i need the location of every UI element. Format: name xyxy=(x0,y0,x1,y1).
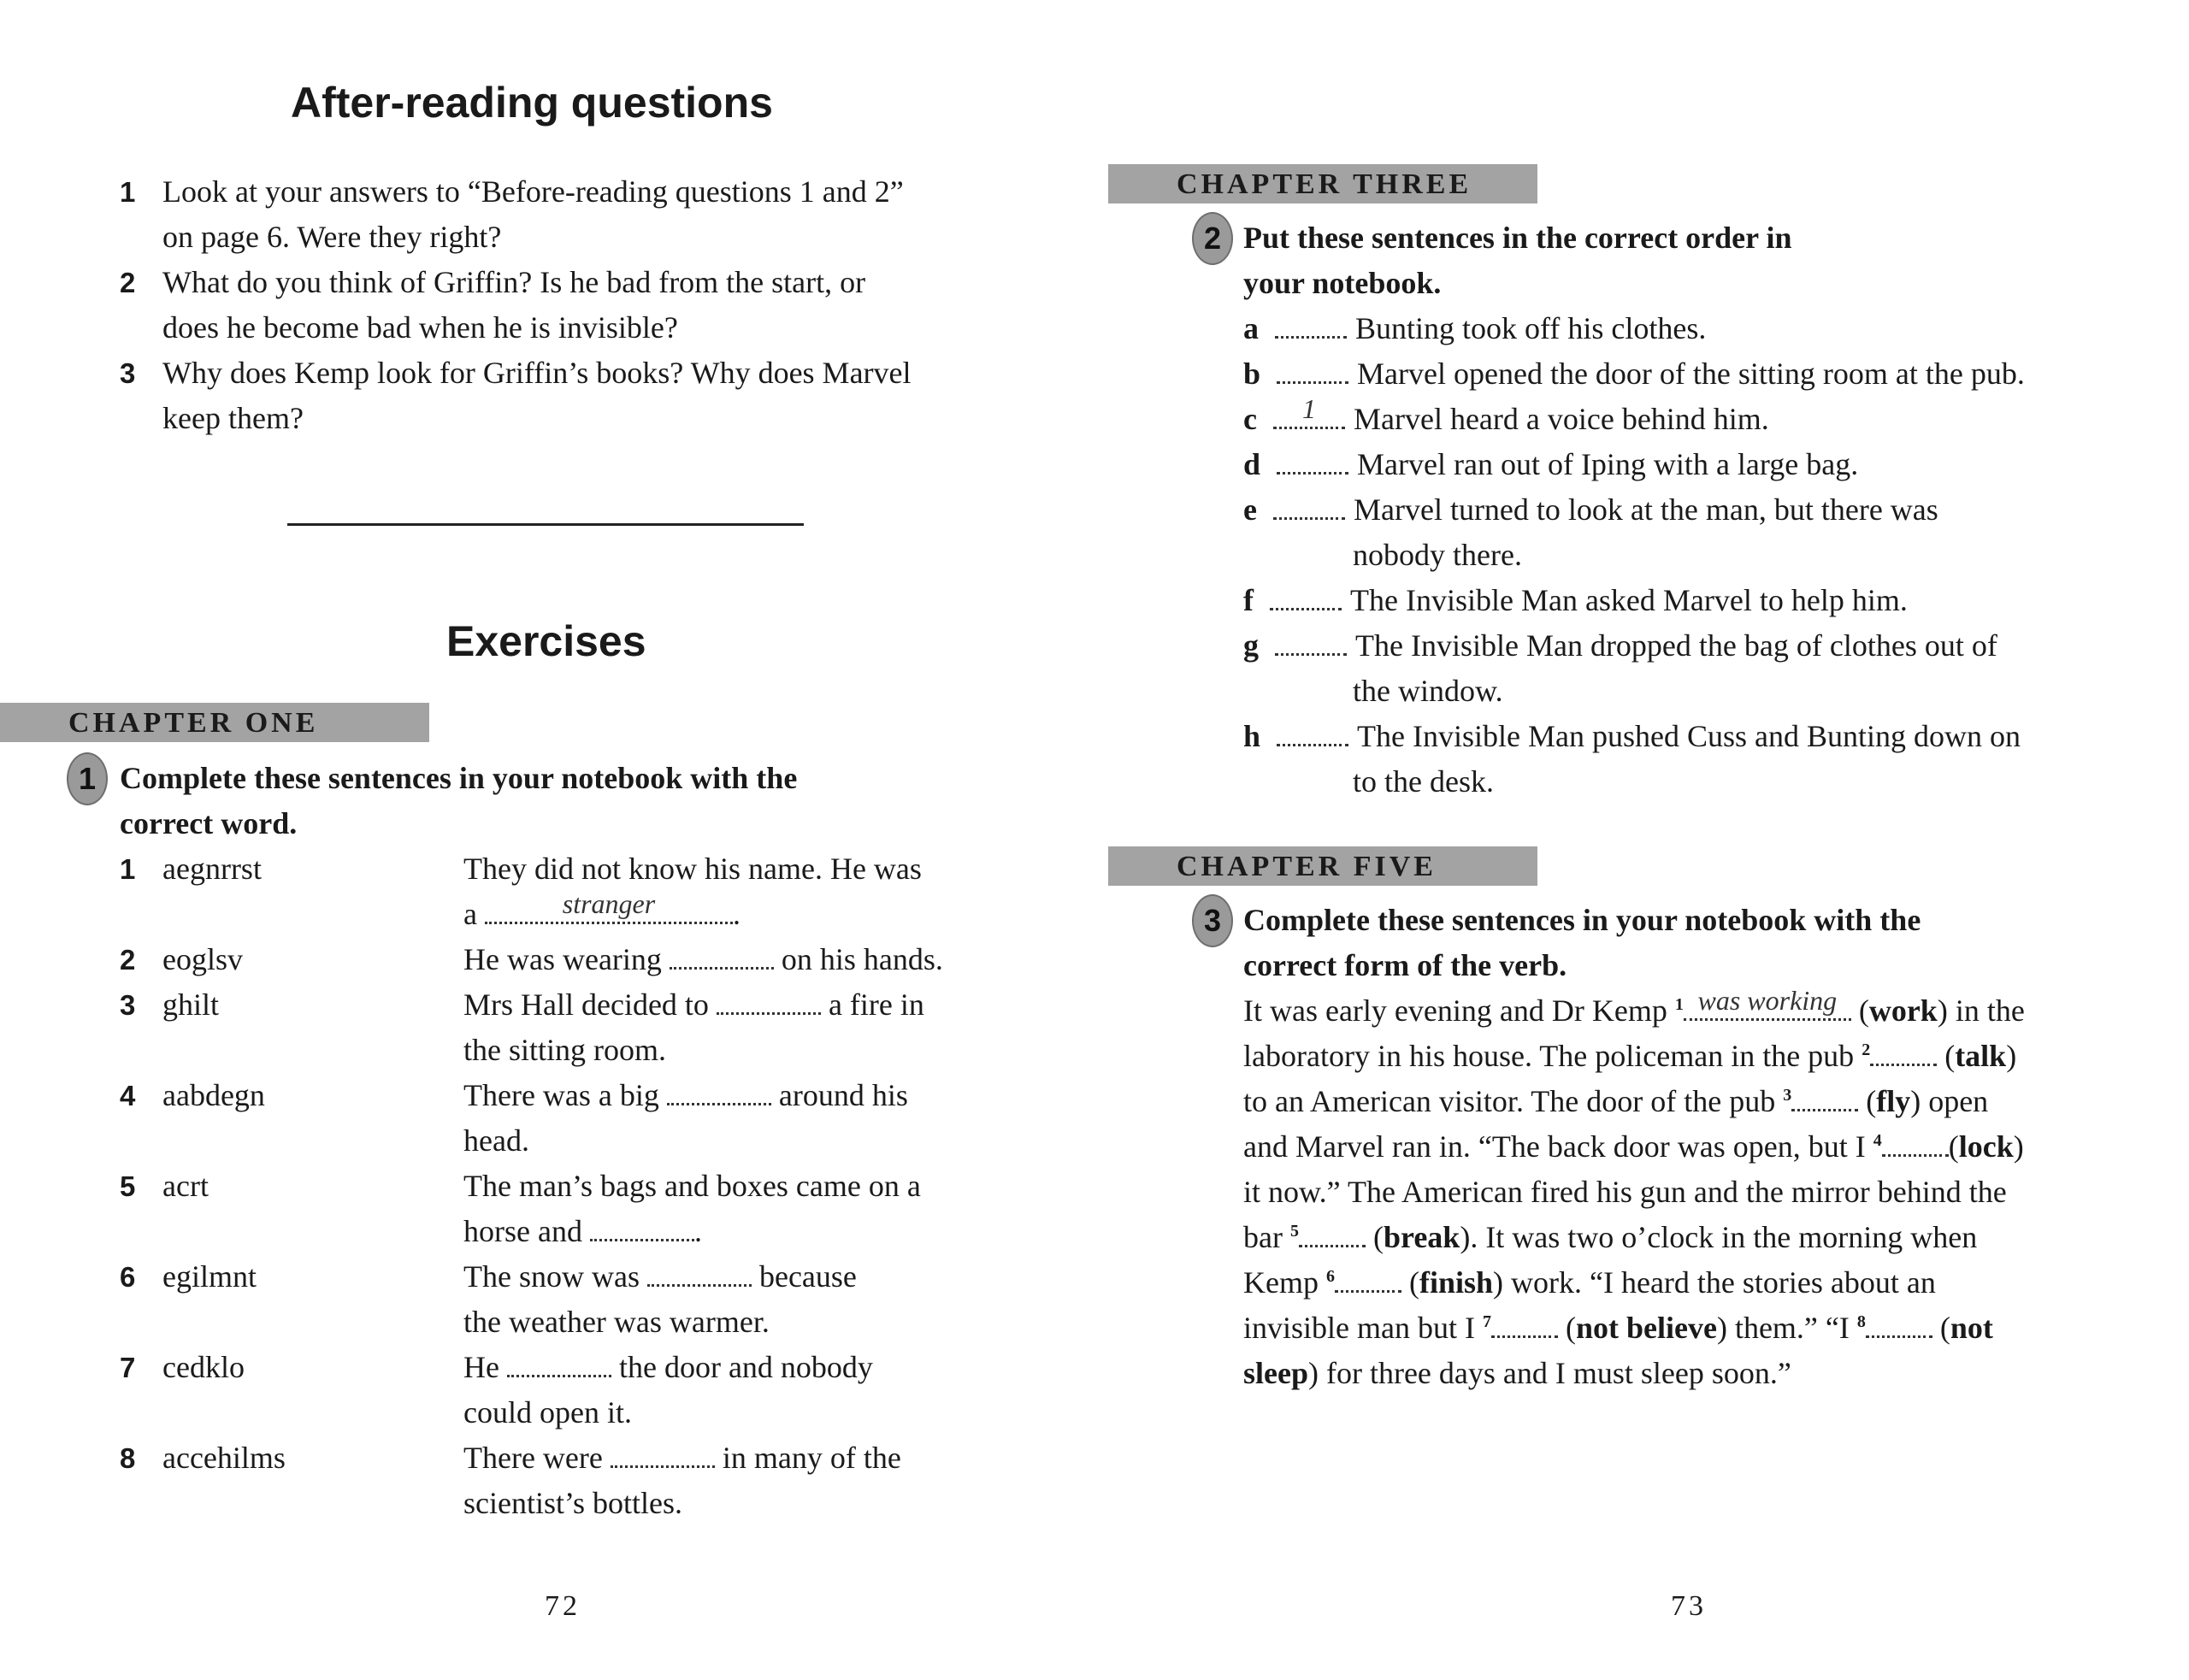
order-item: c 1 Marvel heard a voice behind him. xyxy=(1243,397,1769,442)
item-number: 3 xyxy=(120,989,136,1021)
order-item: e Marvel turned to look at the man, but there was xyxy=(1243,492,1938,527)
answer-blank xyxy=(1273,492,1345,520)
answer-blank xyxy=(1277,356,1348,384)
exercise-number-badge: 1 xyxy=(67,752,108,805)
item-number: 7 xyxy=(120,1352,136,1383)
answer-blank xyxy=(670,941,774,970)
answer-blank xyxy=(1866,1310,1932,1338)
answer-blank xyxy=(590,1213,694,1241)
item-sentence: The man’s bags and boxes came on a horse and . xyxy=(463,1169,921,1248)
answer-blank xyxy=(647,1259,752,1287)
item-number: 1 xyxy=(120,853,136,885)
cloze-paragraph: It was early evening and Dr Kemp $^1$ was working (work) in the laboratory in his house. The policeman in the pub $^2$ (talk) to an American visitor. The door of the pub $^3$ (fly) open and Marvel ran in. “The back door was open, but I $^4$ (lock) it now.” The American fired his gun and the mirror behind the bar $^5$ (break). It was two o’clock in the morning when Kemp $^6$ (finish) work. “I heard the stories about an invisible man but I $^7$ (not believe) them.” “I $^8$ (not sleep) for three days and I must sleep soon.” xyxy=(1243,988,2025,1396)
order-item-continuation: nobody there. xyxy=(1353,538,1522,572)
item-sentence: They did not know his name. He was a stranger . xyxy=(463,852,922,931)
order-item-continuation: the window. xyxy=(1353,674,1503,708)
anagram: aabdegn xyxy=(162,1078,265,1112)
answer-blank xyxy=(611,1440,715,1468)
anagram: accehilms xyxy=(162,1441,286,1475)
filled-answer: stranger xyxy=(562,888,656,919)
page-number: 72 xyxy=(545,1590,581,1622)
answer-blank xyxy=(1491,1310,1558,1338)
anagram: egilmnt xyxy=(162,1259,257,1294)
answer-blank xyxy=(1275,310,1347,339)
item-number: 6 xyxy=(120,1261,136,1293)
question-text: Why does Kemp look for Griffin’s books? Why does Marvel keep them? xyxy=(162,356,912,435)
answer-blank xyxy=(1882,1129,1949,1157)
order-item: b Marvel opened the door of the sitting room at the pub. xyxy=(1243,357,2025,391)
answer-blank xyxy=(1275,628,1347,656)
item-sentence: He the door and nobody could open it. xyxy=(463,1350,873,1429)
item-number: 5 xyxy=(120,1170,136,1202)
exercise-instruction: Complete these sentences in your notebook with the correct word. xyxy=(120,761,798,840)
chapter-five-banner: CHAPTER FIVE xyxy=(1108,846,1537,886)
order-item: g The Invisible Man dropped the bag of clothes out of xyxy=(1243,628,1997,663)
answer-blank xyxy=(1791,1083,1858,1111)
answer-blank xyxy=(1335,1264,1401,1293)
question-number: 1 xyxy=(120,176,136,208)
answer-blank xyxy=(1277,446,1348,475)
order-item-continuation: to the desk. xyxy=(1353,764,1494,799)
anagram: eoglsv xyxy=(162,942,243,976)
after-reading-title: After-reading questions xyxy=(291,79,773,127)
question-number: 2 xyxy=(120,267,136,298)
answer-blank xyxy=(717,987,821,1015)
item-number: 8 xyxy=(120,1442,136,1474)
question-text: What do you think of Griffin? Is he bad from the start, or does he become bad when he is invisible? xyxy=(162,265,866,345)
answer-blank xyxy=(667,1077,771,1105)
order-item: h The Invisible Man pushed Cuss and Bunting down on xyxy=(1243,719,2021,753)
item-sentence: The snow was because the weather was warmer. xyxy=(463,1259,857,1339)
exercise-number-badge: 2 xyxy=(1192,212,1233,265)
order-item: d Marvel ran out of Iping with a large bag. xyxy=(1243,447,1859,481)
anagram: ghilt xyxy=(162,987,220,1022)
chapter-three-banner: CHAPTER THREE xyxy=(1108,164,1537,203)
filled-answer: 1 xyxy=(1301,393,1316,424)
answer-blank xyxy=(1270,582,1342,610)
item-number: 4 xyxy=(120,1080,136,1111)
question-text: Look at your answers to “Before-reading questions 1 and 2” on page 6. Were they right? xyxy=(162,174,904,254)
page-number: 73 xyxy=(1671,1590,1707,1622)
anagram: cedklo xyxy=(162,1350,245,1384)
order-item: f The Invisible Man asked Marvel to help him. xyxy=(1243,583,1908,617)
item-sentence: He was wearing on his hands. xyxy=(463,942,943,976)
item-sentence: Mrs Hall decided to a fire in the sitting room. xyxy=(463,987,924,1067)
item-sentence: There was a big around his head. xyxy=(463,1078,908,1158)
answer-blank xyxy=(1870,1038,1937,1066)
exercise-instruction: Put these sentences in the correct order in your notebook. xyxy=(1243,221,1792,300)
item-sentence: There were in many of the scientist’s bottles. xyxy=(463,1441,901,1520)
answer-blank xyxy=(1277,718,1348,746)
answer-blank xyxy=(507,1349,611,1377)
item-number: 2 xyxy=(120,944,136,976)
section-divider xyxy=(287,523,804,526)
question-number: 3 xyxy=(120,357,136,389)
order-item: a Bunting took off his clothes. xyxy=(1243,311,1707,345)
exercises-title: Exercises xyxy=(446,617,646,665)
anagram: aegnrrst xyxy=(162,852,262,886)
chapter-one-banner: CHAPTER ONE xyxy=(0,703,429,742)
filled-answer: was working xyxy=(1697,985,1838,1016)
answer-blank xyxy=(1273,393,1345,429)
exercise-number-badge: 3 xyxy=(1192,894,1233,947)
anagram: acrt xyxy=(162,1169,209,1203)
answer-blank xyxy=(1299,1219,1366,1247)
exercise-instruction: Complete these sentences in your notebook with the correct form of the verb. xyxy=(1243,903,1921,982)
